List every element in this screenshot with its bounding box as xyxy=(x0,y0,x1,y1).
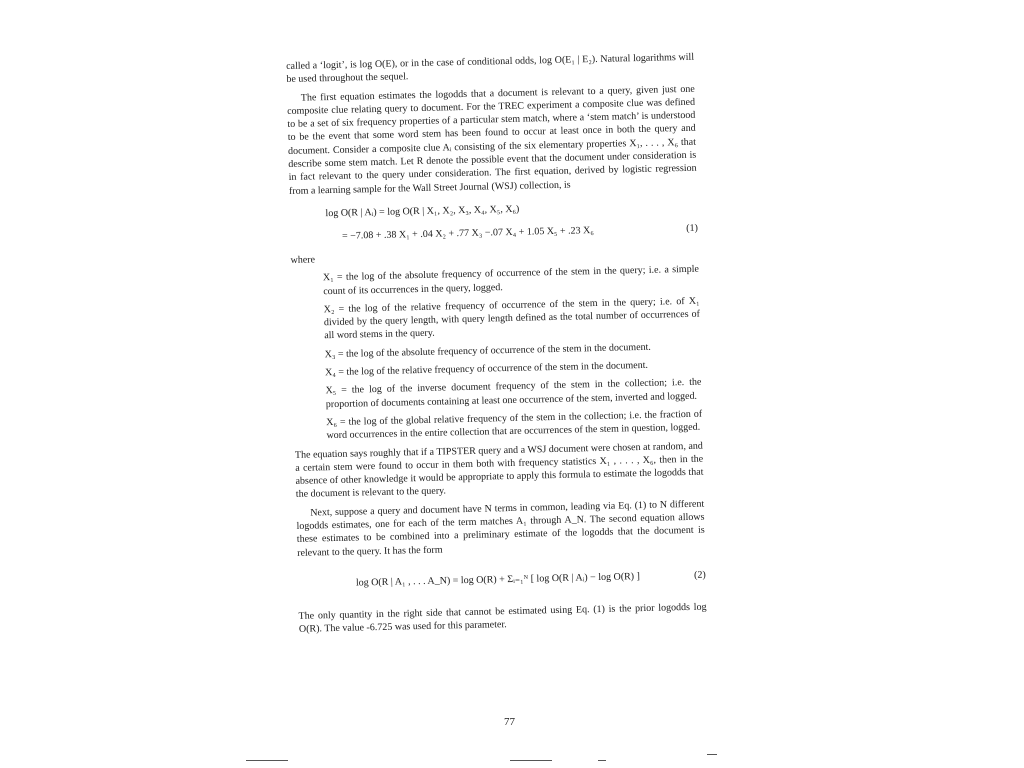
page-number: 77 xyxy=(504,716,515,728)
equation-2-number: (2) xyxy=(694,570,706,582)
paragraph-second-equation: Next, suppose a query and document have N terms in common, leading via Eq. (1) to N different logodds estimates, one for each of the term matches A₁ through A_N. The second equation allows these estimates to be combined into a preliminary estimate of the logodds that the document is relevant to the query. It has the form xyxy=(296,498,705,559)
equation-1-line-1: log O(R | Aᵢ) = log O(R | X₁, X₂, X₃, X₄, X₅, X₆) xyxy=(325,203,520,220)
paragraph-first-equation: The first equation estimates the logodds that a document is relevant to a query, given just one composite clue relating query to document. For the TREC experiment a composite clue was defined to be a set of six frequency properties of a particular stem match, where a ‘stem match’ is understood to be the event that some word stem has been found to occur at least once in both the query and document. Consider a composite clue Aᵢ consisting of the six elementary properties X₁, . . . , X₆ that describe some stem match. Let R denote the possible event that the document under consideration is in fact relevant to the query under consideration. The first equation, derived by logistic regression from a learning sample for the Wall Street Journal (WSJ) collection, is xyxy=(287,83,697,197)
definition-x2: X₂ = the log of the relative frequency of occurrence of the stem in the query; i.e. of X₁ divided by the query length, with query length defined as the total number of occurrences of all word stems in the query. xyxy=(323,295,701,342)
definition-x5: X₅ = the log of the inverse document frequency of the stem in the collection; i.e. the proportion of documents containing at least one occurrence of the stem, inverted and logged. xyxy=(325,377,702,410)
scan-mark-small xyxy=(598,760,606,761)
definition-x1: X₁ = the log of the absolute frequency of occurrence of the stem in the query; i.e. a simple count of its occurrences in the query, logged. xyxy=(322,263,699,297)
paragraph-equation-meaning: The equation says roughly that if a TIPSTER query and a WSJ document were chosen at random, and a certain stem were found to occur in them both with frequency statistics X₁ , . . . , X₆, then in the absence of other knowledge it would be appropriate to apply this formula to estimate the logodds that the document is relevant to the query. xyxy=(294,440,704,501)
paragraph-intro: called a ‘logit’, is log O(E), or in the case of conditional odds, log O(E₁ | E₂). Natural logarithms will be used throughout the sequel. xyxy=(286,51,695,86)
scan-mark-right xyxy=(707,754,717,755)
scan-mark-left xyxy=(246,760,288,761)
text-block xyxy=(286,51,707,637)
equation-2 xyxy=(298,561,707,600)
definition-x6: X₆ = the log of the global relative frequency of the stem in the collection; i.e. the fraction of word occurrences in the entire collection that are occurrences of the stem in question, logged. xyxy=(326,408,703,442)
where-label: where xyxy=(290,254,316,266)
paragraph-prior-logodds: The only quantity in the right side that cannot be estimated using Eq. (1) is the prior logodds log O(R). The value -6.725 was used for this parameter. xyxy=(298,601,707,636)
definition-x4: X₄ = the log of the relative frequency of occurrence of the stem in the document. xyxy=(324,359,649,379)
equation-1-expression: = −7.08 + .38 X₁ + .04 X₂ + .77 X₃ −.07 X₄ + 1.05 X₅ + .23 X₆ xyxy=(341,225,594,242)
scan-mark-center xyxy=(510,760,552,761)
equation-1-line-2 xyxy=(290,222,698,244)
equation-2-expression: log O(R | A₁ , . . . A_N) = log O(R) + Σᵢ₌₁ᴺ [ log O(R | Aᵢ) − log O(R) ] xyxy=(355,571,641,589)
equation-1-number: (1) xyxy=(686,222,699,234)
definition-x3: X₃ = the log of the absolute frequency of occurrence of the stem in the document. xyxy=(324,341,651,360)
